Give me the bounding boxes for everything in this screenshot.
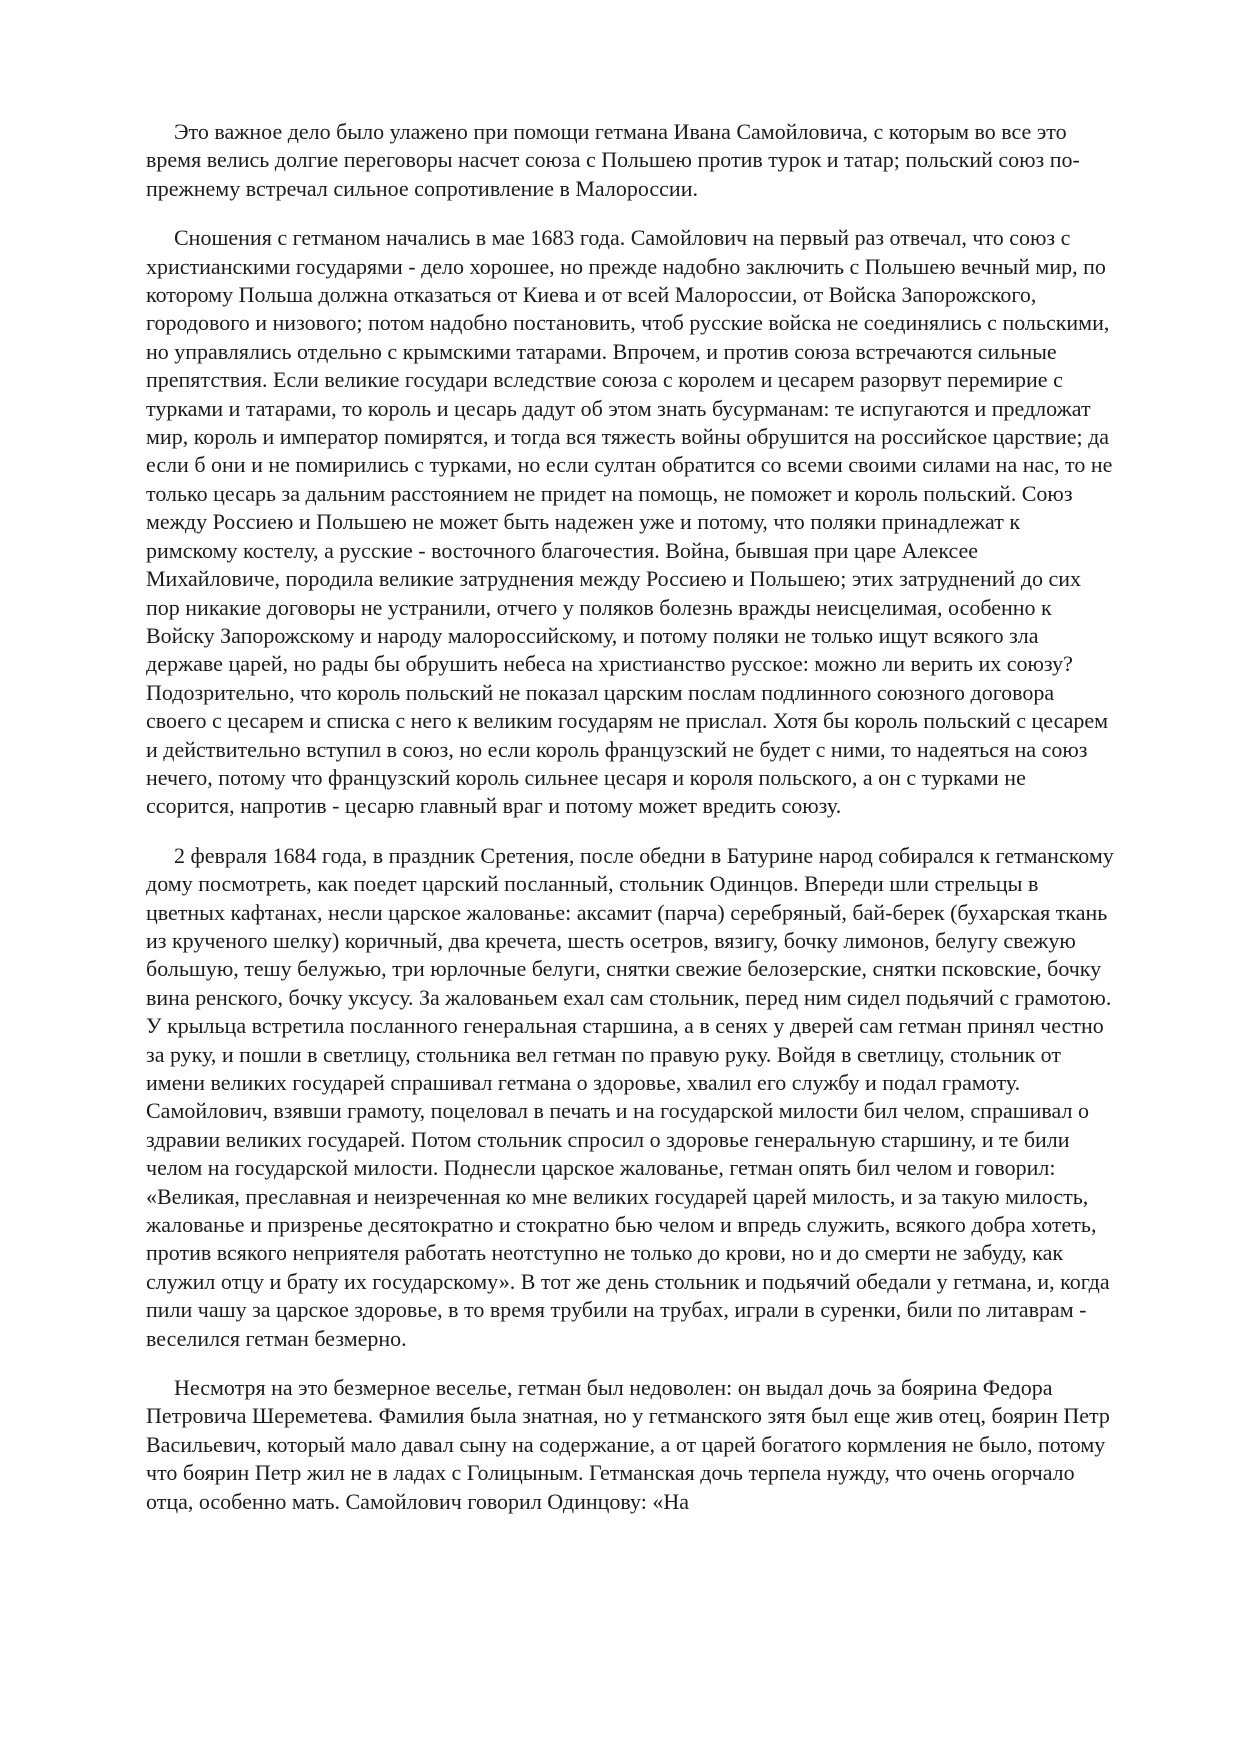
body-text — [146, 118, 1114, 1516]
paragraph-2: Сношения с гетманом начались в мае 1683 года. Самойлович на первый раз отвечал, что союз с христианскими государями - дело хорошее, но прежде надобно заключить с Польшею вечный мир, по которому Польша должна отказаться от Киева и от всей Малороссии, от Войска Запорожского, городового и низового; потом надобно постановить, чтоб русские войска не соединялись с польскими, но управлялись отдельно с крымскими татарами. Впрочем, и против союза встречаются сильные препятствия. Если великие государи вследствие союза с королем и цесарем разорвут перемирие с турками и татарами, то король и цесарь дадут об этом знать бусурманам: те испугаются и предложат мир, король и император помирятся, и тогда вся тяжесть войны обрушится на российское царствие; да если б они и не помирились с турками, но если султан обратится со всеми своими силами на нас, то не только цесарь за дальним расстоянием не придет на помощь, не поможет и король польский. Союз между Россиею и Польшею не может быть надежен уже и потому, что поляки принадлежат к римскому костелу, а русские - восточного благочестия. Война, бывшая при царе Алексее Михайловиче, породила великие затруднения между Россиею и Польшею; этих затруднений до сих пор никакие договоры не устранили, отчего у поляков болезнь вражды неисцелимая, особенно к Войску Запорожскому и народу малороссийскому, и потому поляки не только ищут всякого зла державе царей, но рады бы обрушить небеса на христианство русское: можно ли верить их союзу? Подозрительно, что король польский не показал царским послам подлинного союзного договора своего с цесарем и списка с него к великим государям не прислал. Хотя бы король польский с цесарем и действительно вступил в союз, но если король французский не будет с ними, то надеяться на союз нечего, потому что французский король сильнее цесаря и короля польского, а он с турками не ссорится, напротив - цесарю главный враг и потому может вредить союзу. — [146, 225, 1113, 819]
paragraph-1: Это важное дело было улажено при помощи гетмана Ивана Самойловича, с которым во все это время велись долгие переговоры насчет союза с Польшею против турок и татар; польский союз по-прежнему встречал сильное сопротивление в Малороссии. — [146, 119, 1080, 201]
paragraph-3: 2 февраля 1684 года, в праздник Сретения, после обедни в Батурине народ собирался к гетманскому дому посмотреть, как поедет царский посланный, стольник Одинцов. Впереди шли стрельцы в цветных кафтанах, несли царское жалованье: аксамит (парча) серебряный, бай-берек (бухарская ткань из крученого шелку) коричный, два кречета, шесть осетров, вязигу, бочку лимонов, белугу свежую большую, тешу белужью, три юрлочные белуги, снятки свежие белозерские, снятки псковские, бочку вина ренского, бочку уксусу. За жалованьем ехал сам стольник, перед ним сидел подьячий с грамотою. У крыльца встретила посланного генеральная старшина, а в сенях у дверей сам гетман принял честно за руку, и пошли в светлицу, стольника вел гетман по правую руку. Войдя в светлицу, стольник от имени великих государей спрашивал гетмана о здоровье, хвалил его службу и подал грамоту. Самойлович, взявши грамоту, поцеловал в печать и на государской милости бил челом, спрашивал о здравии великих государей. Потом стольник спросил о здоровье генеральную старшину, и те били челом на государской милости. Поднесли царское жалованье, гетман опять бил челом и говорил: «Великая, преславная и неизреченная ко мне великих государей царей милость, и за такую милость, жалованье и призренье десятократно и стократно бью челом и впредь служить, всякого добра хотеть, против всякого неприятеля работать неотступно не только до крови, но и до смерти не забуду, как служил отцу и брату их государскому». В тот же день стольник и подьячий обедали у гетмана, и, когда пили чашу за царское здоровье, в то время трубили на трубах, играли в суренки, били по литаврам - веселился гетман безмерно. — [146, 842, 1114, 1351]
paragraph-4: Несмотря на это безмерное веселье, гетман был недоволен: он выдал дочь за боярина Федора Петровича Шереметева. Фамилия была знатная, но у гетманского зятя был еще жив отец, боярин Петр Васильевич, который мало давал сыну на содержание, а от царей богатого кормления не было, потому что боярин Петр жил не в ладах с Голицыным. Гетманская дочь терпела нужду, что очень огорчало отца, особенно мать. Самойлович говорил Одинцову: «На — [146, 1375, 1110, 1514]
